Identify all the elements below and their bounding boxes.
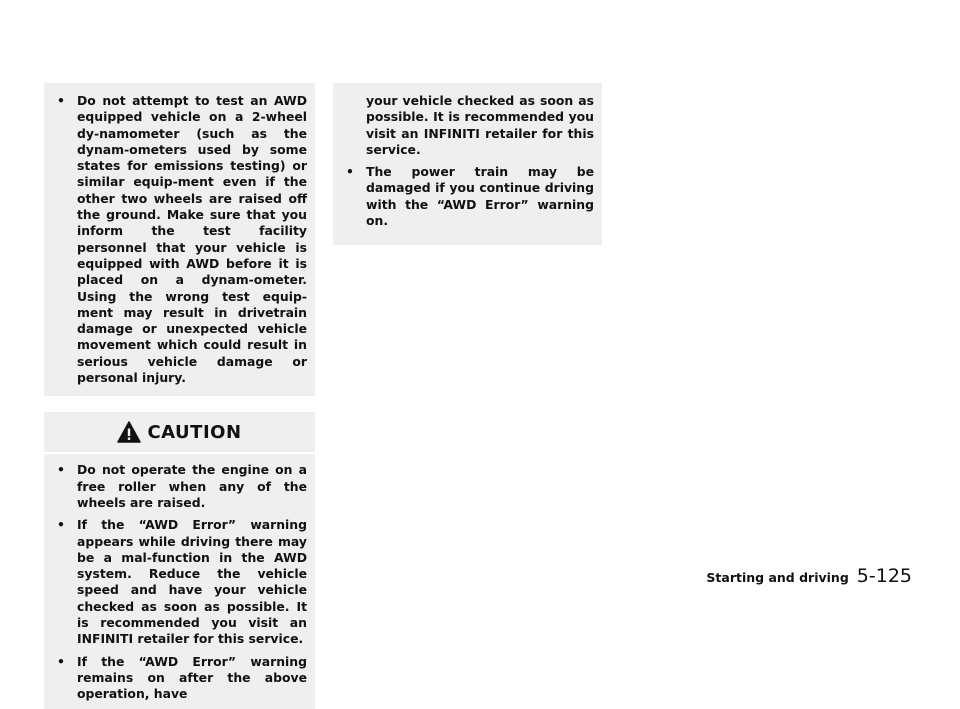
caution-item-text: If the “AWD Error” warning appears while driving there may be a mal-function in the AWD system. Reduce the vehicle speed and have your vehicle checked as soon as possible. It is recommended you visit an INFINITI retailer for this service. [77,517,307,647]
caution-item [54,517,307,647]
caution-item-text: Do not operate the engine on a free roller when any of the wheels are raised. [77,462,307,510]
bullet: • [57,462,65,478]
page-number: 5-125 [856,565,912,587]
warning-item [54,93,307,386]
caution-item-text: If the “AWD Error” warning remains on after the above operation, have [77,653,307,702]
caution-continuation-text: your vehicle checked as soon as possible. It is recommended you visit an INFINITI retailer for this service. [366,93,594,157]
caution-title: CAUTION [147,421,242,443]
caution-item [343,164,594,229]
bullet: • [57,93,65,108]
left-column [44,83,315,709]
caution-box-continued [333,83,602,245]
warning-box [44,83,315,396]
warning-item-text: Do not attempt to test an AWD equipped vehicle on a 2-wheel dy-namometer (such as the dynam-ometers used by some states for emissions testing) or similar equip-ment even if the other two wheels are raised off the ground. Make sure that you inform the test facility personnel that your vehicle is equipped with AWD before it is placed on a dynam-ometer. Using the wrong test equip-ment may result in drivetrain damage or unexpected vehicle movement which could result in serious vehicle damage or personal injury. [77,93,307,386]
section-title: Starting and driving [706,570,849,585]
warning-triangle-icon [117,421,141,443]
page-footer [706,565,912,587]
bullet: • [57,517,65,533]
caution-box [44,412,315,708]
caution-item [54,462,307,511]
right-column [333,83,602,245]
caution-header [44,412,315,454]
caution-item-text: The power train may be damaged if you continue driving with the “AWD Error” warning on. [366,164,594,229]
bullet: • [346,164,354,180]
caution-item [54,654,307,703]
bullet: • [57,653,65,669]
